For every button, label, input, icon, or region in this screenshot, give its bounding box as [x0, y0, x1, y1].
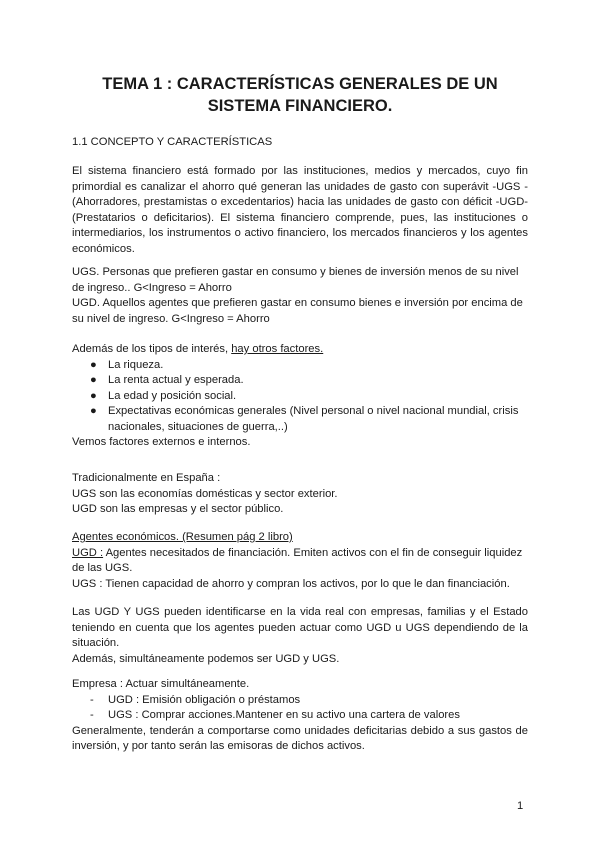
intro-paragraph: El sistema financiero está formado por las instituciones, medios y mercados, cuyo fin primordial es canalizar el ahorro qué generan las unidades de gasto con superávit -UGS - (Ahorradores, prestamistas o excedentarios) hacia las unidades de gasto con déficit -UGD- (Prestatarios o deficitarios). El sistema financiero comprende, pues, las instituciones o intermediarios, los instrumentos o activo financiero, los mercados financieros y los agentes económicos. — [72, 165, 528, 255]
bullet-icon: ● — [90, 374, 97, 386]
list-item — [72, 358, 528, 374]
agents-ugd-text: Agentes necesitados de financiación. Emiten activos con el fin de conseguir liquidez de las UGS. — [72, 546, 523, 574]
spain-ugs: UGS son las economías domésticas y sector exterior. — [72, 487, 338, 500]
agents-ugs: UGS : Tienen capacidad de ahorro y compran los activos, por lo que le dan financiación. — [72, 577, 510, 590]
identify-block — [72, 605, 528, 667]
list-item — [72, 708, 528, 724]
page-title: TEMA 1 : CARACTERÍSTICAS GENERALES DE UN SISTEMA FINANCIERO. — [102, 75, 498, 115]
list-item-text: UGD : Emisión obligación o préstamos — [108, 693, 301, 706]
factors-lead — [72, 342, 528, 358]
definitions-block — [72, 265, 528, 327]
identify-note: Además, simultáneamente podemos ser UGD y UGS. — [72, 652, 340, 665]
dash-icon: - — [90, 693, 94, 706]
section-heading: 1.1 CONCEPTO Y CARACTERÍSTICAS — [72, 136, 273, 148]
list-item-text: Expectativas económicas generales (Nivel personal o nivel nacional mundial, crisis nacionales, situaciones de guerra,..) — [108, 405, 519, 433]
list-item — [72, 693, 528, 709]
company-heading: Empresa : Actuar simultáneamente. — [72, 678, 250, 690]
factors-list — [72, 358, 528, 436]
agents-ugd-label: UGD : — [72, 546, 104, 559]
factors-lead-text: Además de los tipos de interés, — [72, 343, 232, 355]
list-item-text: La riqueza. — [108, 358, 164, 371]
list-item-text: La renta actual y esperada. — [108, 374, 244, 386]
page-number: 1 — [517, 800, 524, 812]
list-item-text: La edad y posición social. — [108, 389, 237, 402]
factors-lead-underlined: hay otros factores. — [231, 343, 324, 355]
factors-block — [72, 342, 528, 451]
spain-block — [72, 471, 528, 518]
dash-icon: - — [90, 709, 94, 721]
ugs-definition: UGS. Personas que prefieren gastar en consumo y bienes de inversión menos de su nivel de ingreso.. G<Ingreso = Ahorro — [72, 266, 519, 294]
agents-heading: Agentes económicos. (Resumen pág 2 libro) — [72, 531, 293, 543]
bullet-icon: ● — [90, 389, 97, 402]
list-item-text: UGS : Comprar acciones.Mantener en su activo una cartera de valores — [108, 709, 460, 721]
company-block — [72, 677, 528, 755]
company-closing: Generalmente, tenderán a comportarse como unidades deficitarias debido a sus gastos de inversión, y por tanto serán las emisoras de dichos activos. — [72, 724, 528, 752]
bullet-icon: ● — [90, 405, 97, 417]
agents-block — [72, 530, 528, 592]
agents-ugd — [72, 546, 528, 577]
ugd-definition: UGD. Aquellos agentes que prefieren gastar en consumo bienes e inversión por encima de su nivel de ingreso. G<Ingreso = Ahorro — [72, 297, 523, 325]
identify-text: Las UGD Y UGS pueden identificarse en la vida real con empresas, familias y el Estado teniendo en cuenta que los agentes pueden actuar como UGD u UGS dependiendo de la situación. — [72, 606, 528, 649]
list-item — [72, 373, 528, 389]
factors-closing: Vemos factores externos e internos. — [72, 436, 251, 448]
list-item — [72, 389, 528, 405]
spain-heading: Tradicionalmente en España : — [72, 472, 221, 484]
spain-ugd: UGD son las empresas y el sector público. — [72, 503, 284, 515]
bullet-icon: ● — [90, 358, 97, 371]
company-list — [72, 693, 528, 724]
list-item — [72, 404, 528, 435]
